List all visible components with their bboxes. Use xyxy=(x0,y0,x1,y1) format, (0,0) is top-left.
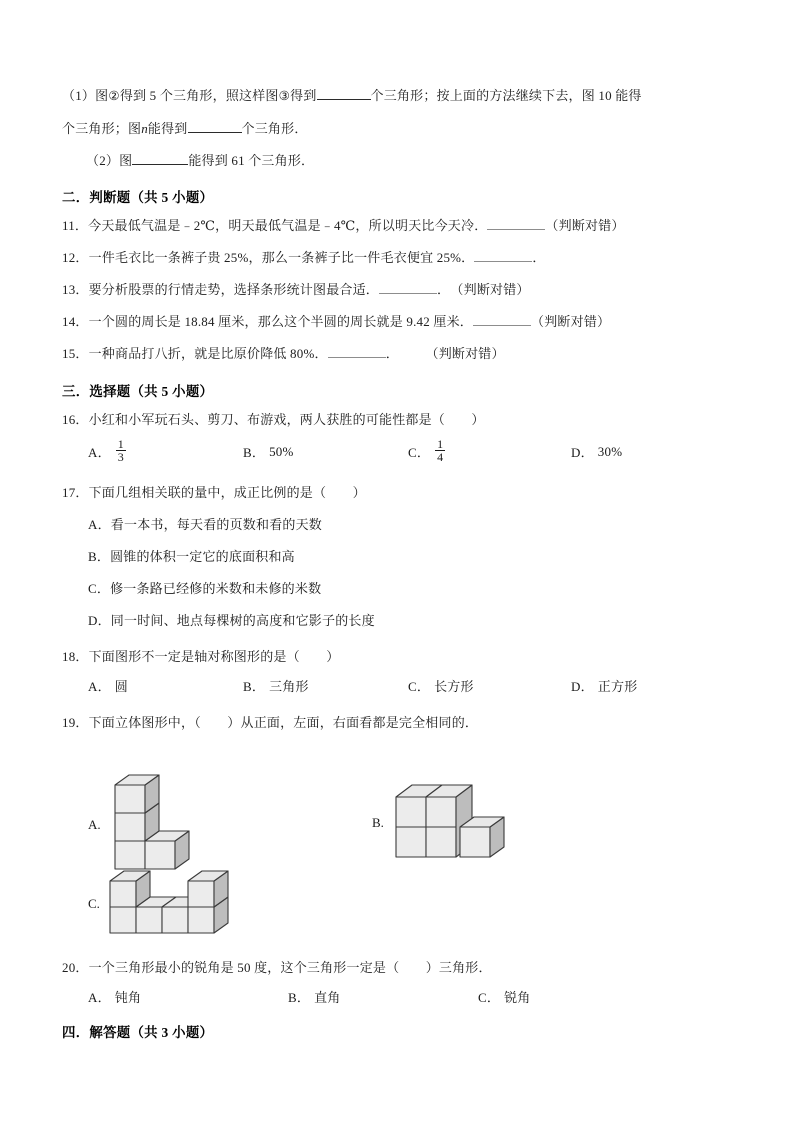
question-text: 下面立体图形中，（ ）从正面，左面，右面看都是完全相同的． xyxy=(88,714,479,730)
option-a[interactable] xyxy=(88,987,288,1006)
answer-blank[interactable] xyxy=(317,99,371,100)
question-19-figures xyxy=(62,739,728,954)
option-value: 三角形 xyxy=(269,678,309,694)
answer-blank[interactable] xyxy=(473,325,531,326)
question-tail: （判断对错） xyxy=(545,217,625,233)
carryover-mid1: 得到 5 个三角形，照这样图 xyxy=(119,88,279,103)
option-b[interactable]: B．圆锥的体积一定它的底面积和高 xyxy=(88,549,295,565)
question-tail: ． （判断对错） xyxy=(385,346,505,362)
option-label: A． xyxy=(88,678,111,694)
option-value: 圆 xyxy=(114,678,128,694)
question-number: 17． xyxy=(62,484,89,500)
carryover-mid3: 个三角形；按上面的方法继续下去，图 10 能得 xyxy=(370,88,642,103)
option-d[interactable]: D．同一时间、地点每棵树的高度和它影子的长度 xyxy=(88,613,375,629)
option-c[interactable]: C．修一条路已经修的米数和未修的米数 xyxy=(88,581,322,597)
option-value: 30% xyxy=(597,443,623,459)
answer-blank[interactable] xyxy=(474,261,532,262)
question-number: 19． xyxy=(62,714,89,730)
option-label: D． xyxy=(571,678,594,694)
question-number: 20． xyxy=(62,959,89,975)
option-label: B. xyxy=(372,814,384,830)
option-d[interactable] xyxy=(571,676,637,695)
question-19 xyxy=(62,713,728,733)
question-tail: ． xyxy=(532,249,546,265)
option-label: C． xyxy=(408,678,431,694)
circled-three: ③ xyxy=(278,89,291,103)
page-content xyxy=(62,86,728,1045)
option-value: 锐角 xyxy=(504,989,531,1005)
option-label: A． xyxy=(88,445,111,461)
figure-option-b[interactable] xyxy=(372,769,522,877)
answer-blank[interactable] xyxy=(132,164,188,165)
cube-figure-c xyxy=(106,863,242,945)
option-label: B． xyxy=(243,445,266,461)
option-b[interactable] xyxy=(288,987,478,1006)
question-text: 今天最低气温是﹣2℃，明天最低气温是﹣4℃，所以明天比今天冷． xyxy=(88,217,488,233)
carryover-mid2: 得到 xyxy=(290,88,317,103)
carryover-part2 xyxy=(62,151,728,171)
fraction-numerator: 1 xyxy=(437,436,444,451)
option-value: 50% xyxy=(269,443,294,459)
fraction-denominator: 4 xyxy=(437,450,444,465)
question-text: 要分析股票的行情走势，选择条形统计图最合适． xyxy=(88,282,380,298)
fraction-numerator: 1 xyxy=(117,436,124,451)
question-number: 15． xyxy=(62,346,89,362)
question-text: 小红和小军玩石头、剪刀、布游戏，两人获胜的可能性都是（ ） xyxy=(88,411,485,427)
question-15 xyxy=(62,344,728,364)
option-a[interactable]: A．看一本书，每天看的页数和看的天数 xyxy=(88,516,322,532)
question-number: 11． xyxy=(62,217,89,233)
question-text: 下面几组相关联的量中，成正比例的是（ ） xyxy=(88,484,366,500)
section-heading-choice: 三．选择题（共 5 小题） xyxy=(62,383,214,399)
answer-blank[interactable] xyxy=(487,229,545,230)
question-18 xyxy=(62,647,728,667)
option-label: A． xyxy=(88,989,111,1005)
question-16 xyxy=(62,410,728,430)
question-tail: （判断对错） xyxy=(531,314,611,330)
figure-option-a[interactable] xyxy=(88,773,211,877)
carryover-prefix: （1）图 xyxy=(62,88,109,103)
carryover-part2-prefix: （2）图 xyxy=(86,152,133,168)
question-11 xyxy=(62,216,728,236)
question-text: 下面图形不一定是轴对称图形的是（ ） xyxy=(88,648,340,664)
question-12 xyxy=(62,248,728,268)
answer-blank[interactable] xyxy=(328,357,386,358)
answer-blank[interactable] xyxy=(379,293,437,294)
carryover-line2b: 能得到 xyxy=(147,120,188,136)
question-16-options xyxy=(62,436,728,465)
option-label: C． xyxy=(408,445,431,461)
option-b[interactable] xyxy=(243,439,408,465)
carryover-line2a: 个三角形；图 xyxy=(62,120,142,136)
fraction-one-third xyxy=(116,438,126,464)
question-number: 18． xyxy=(62,648,89,664)
question-number: 13． xyxy=(62,282,89,298)
carryover-part1-line1 xyxy=(62,86,728,107)
question-text: 一种商品打八折，就是比原价降低 80%． xyxy=(88,346,328,362)
question-tail: ． （判断对错） xyxy=(437,282,530,298)
question-17 xyxy=(62,483,728,503)
option-value: 正方形 xyxy=(597,678,638,694)
question-13 xyxy=(62,280,728,300)
variable-n: n xyxy=(141,120,148,136)
question-17-options xyxy=(62,515,728,632)
fraction-one-quarter xyxy=(435,438,445,464)
carryover-line2c: 个三角形． xyxy=(241,120,308,136)
option-label: C． xyxy=(478,989,501,1005)
question-text: 一个圆的周长是 18.84 厘米，那么这个半圆的周长就是 9.42 厘米． xyxy=(88,314,474,330)
option-label: C. xyxy=(88,895,100,911)
cube-figure-b xyxy=(390,769,522,877)
question-18-options xyxy=(62,676,728,695)
option-c[interactable] xyxy=(408,676,571,695)
fraction-denominator: 3 xyxy=(117,450,124,465)
cube-figure-a xyxy=(107,773,211,877)
question-14 xyxy=(62,312,728,332)
option-label: D． xyxy=(571,445,594,461)
question-20-options xyxy=(62,987,728,1006)
option-value: 钝角 xyxy=(114,989,142,1005)
figure-option-c[interactable] xyxy=(88,863,242,945)
option-value: 直角 xyxy=(314,989,341,1005)
option-value: 长方形 xyxy=(434,678,474,694)
option-c[interactable] xyxy=(478,987,530,1006)
question-20 xyxy=(62,958,728,978)
question-number: 16． xyxy=(62,411,89,427)
option-label: B． xyxy=(243,678,266,694)
question-number: 12． xyxy=(62,249,89,265)
question-text: 一件毛衣比一条裤子贵 25%，那么一条裤子比一件毛衣便宜 25%． xyxy=(88,249,475,265)
option-label: B． xyxy=(288,989,311,1005)
option-label: A. xyxy=(88,816,101,832)
option-a[interactable] xyxy=(88,436,243,465)
section-heading-judgement: 二．判断题（共 5 小题） xyxy=(62,189,214,205)
carryover-part2-suffix: 能得到 61 个三角形． xyxy=(188,152,315,168)
section-heading-solution: 四．解答题（共 3 小题） xyxy=(62,1024,214,1040)
option-c[interactable] xyxy=(408,436,571,465)
question-text: 一个三角形最小的锐角是 50 度，这个三角形一定是（ ）三角形． xyxy=(88,959,492,975)
carryover-part1-line2 xyxy=(62,119,728,139)
option-a[interactable] xyxy=(88,676,243,695)
option-d[interactable] xyxy=(571,439,622,465)
answer-blank[interactable] xyxy=(188,132,242,133)
circled-two: ② xyxy=(108,89,120,103)
option-b[interactable] xyxy=(243,676,408,695)
question-number: 14． xyxy=(62,314,89,330)
